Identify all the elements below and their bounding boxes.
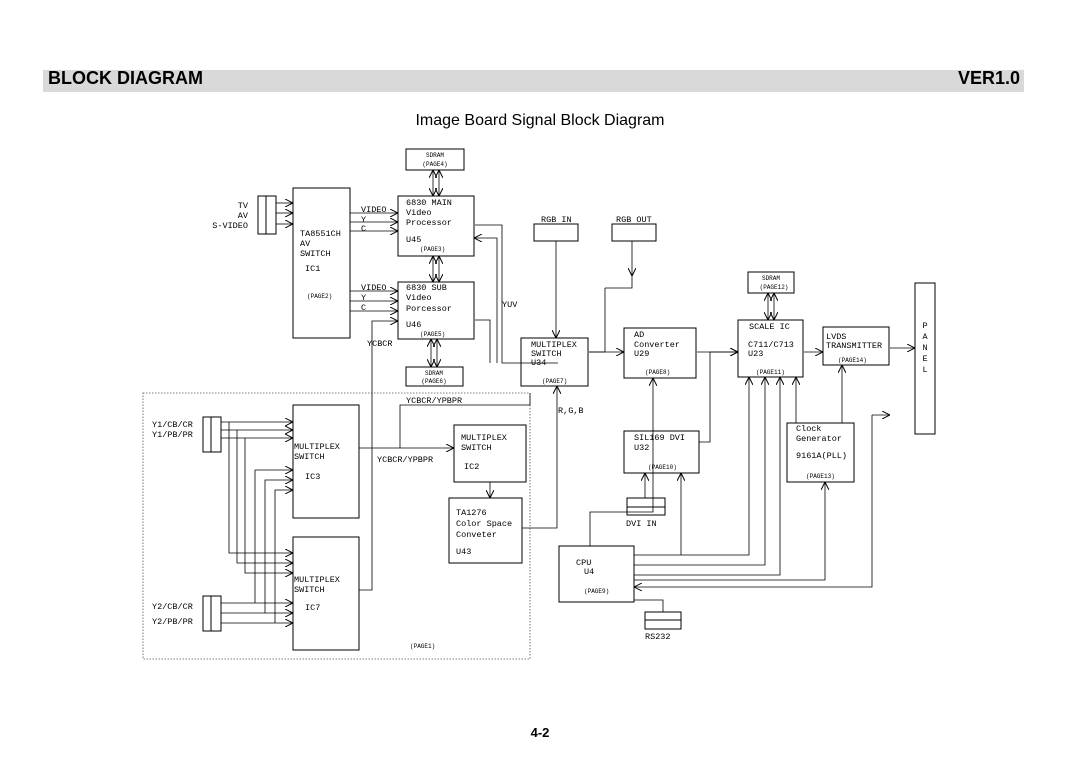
label-y-sub: Y [361,293,367,303]
sdram-main-name: SDRAM [425,152,445,159]
label-rs232: RS232 [645,632,671,642]
rs232-connector [645,612,681,629]
mux-ic7-ref: IC7 [305,603,321,613]
av-switch-line1: TA8551CH [300,229,341,239]
cpu-line1: CPU [576,558,592,568]
sub-video-processor-block [398,282,474,339]
ad-conv-line2: Converter [634,340,680,350]
panel-letter-a: A [922,332,928,342]
mux-u34-ref: U34 [531,358,547,368]
label-svideo: S-VIDEO [212,221,248,231]
main-proc-ref: U45 [406,235,422,245]
av-switch-page: (PAGE2) [307,293,333,300]
label-c-sub: C [361,303,367,313]
label-rgb-signal: R,G,B [558,406,584,416]
color-space-line2: Color Space [456,519,513,529]
ad-conv-page: (PAGE8) [645,369,671,376]
panel-letter-n: N [922,343,928,353]
label-yuv: YUV [502,300,518,310]
sub-proc-line1: 6830 SUB [406,283,447,293]
panel-letter-l: L [922,365,928,375]
input-connector-y2 [203,596,221,631]
panel-letter-e: E [922,354,928,364]
label-ycbcr: YCBCR [367,339,393,349]
dvi-line1: SIL169 DVI [634,433,686,443]
sdram-sub-page: (PAGE6) [421,378,447,385]
page1-label: (PAGE1) [410,643,436,650]
color-space-converter-block [449,498,522,563]
clock-generator-block [787,423,854,482]
mux-ic2-line2: SWITCH [461,443,492,453]
label-y1-pb-pr: Y1/PB/PR [152,430,193,440]
sub-proc-ref: U46 [406,320,422,330]
header-title: BLOCK DIAGRAM [48,68,203,88]
mux-u34-line2: SWITCH [531,349,562,359]
sdram-main-page: (PAGE4) [422,161,448,168]
mux-ic2-block [454,425,526,482]
dvi-page: (PAGE10) [648,464,677,471]
mux-ic7-block [293,537,359,650]
lvds-line1: LVDS [826,332,847,342]
clock-line1: Clock [796,424,822,434]
sub-proc-line2: Video [406,293,432,303]
cpu-ref: U4 [584,567,595,577]
label-c-main: C [361,224,367,234]
ad-conv-ref: U29 [634,349,650,359]
main-proc-line3: Processor [406,218,452,228]
diagram-title: Image Board Signal Block Diagram [415,112,665,129]
label-tv: TV [237,201,248,211]
input-connector-y1 [203,417,221,452]
mux-ic3-line2: SWITCH [294,452,325,462]
cpu-page: (PAGE9) [584,588,610,595]
rgb-out-connector [612,224,656,241]
dvi-in-connector [627,498,665,515]
main-proc-page: (PAGE3) [420,246,446,253]
label-av: AV [237,211,248,221]
clock-line3: 9161A(PLL) [796,451,848,461]
mux-ic3-ref: IC3 [305,472,321,482]
mux-u34-page: (PAGE7) [542,378,568,385]
sub-proc-line3: Porcessor [406,304,452,314]
label-y2-cb-cr: Y2/CB/CR [152,602,193,612]
label-y2-pb-pr: Y2/PB/PR [152,617,193,627]
label-rgb-out: RGB OUT [616,215,652,225]
scale-ic-ref: U23 [748,349,764,359]
scale-ic-line2: C711/C713 [748,340,794,350]
main-video-processor-block [398,196,474,256]
cpu-block [559,546,634,602]
lvds-line2: TRANSMITTER [826,341,883,351]
label-video-sub: VIDEO [361,283,387,293]
av-switch-line3: SWITCH [300,249,331,259]
lvds-transmitter-block [823,327,889,365]
page-number: 4-2 [530,725,550,740]
scale-ic-line1: SCALE IC [749,322,790,332]
label-video-main: VIDEO [361,205,387,215]
av-switch-ref: IC1 [305,264,321,274]
sdram-scale-page: (PAGE12) [759,284,789,291]
mux-ic7-line1: MULTIPLEX [294,575,340,585]
scale-ic-block [738,320,803,377]
av-switch-line2: AV [300,239,311,249]
sdram-scale-block [748,272,794,293]
label-rgb-in: RGB IN [541,215,572,225]
main-proc-line1: 6830 MAIN [406,198,452,208]
header-version: VER1.0 [957,68,1020,88]
color-space-ref: U43 [456,547,472,557]
sub-proc-page: (PAGE5) [420,331,446,338]
color-space-line1: TA1276 [456,508,487,518]
sdram-main-block [406,149,464,170]
mux-u34-block [521,338,588,386]
clock-line2: Generator [796,434,842,444]
mux-ic7-line2: SWITCH [294,585,325,595]
panel-letter-p: P [922,321,928,331]
mux-ic2-ref: IC2 [464,462,480,472]
ad-conv-line1: AD [634,330,645,340]
mux-u34-line1: MULTIPLEX [531,340,577,350]
mux-ic2-line1: MULTIPLEX [461,433,507,443]
color-space-line3: Conveter [456,530,497,540]
dvi-ref: U32 [634,443,650,453]
mux-ic3-block [293,405,359,518]
label-ycbcr-ypbpr-top: YCBCR/YPBPR [406,396,463,406]
scale-ic-page: (PAGE11) [756,369,785,376]
clock-page: (PAGE13) [806,473,835,480]
rgb-in-connector [534,224,578,241]
input-connector-tv-av-svideo [258,196,276,234]
label-y-main: Y [361,215,367,225]
sdram-sub-block [406,367,463,386]
sdram-scale-name: SDRAM [761,275,781,282]
ad-converter-block [624,328,696,378]
sdram-sub-name: SDRAM [424,370,444,377]
panel-block [915,283,935,434]
av-switch-block [293,188,350,338]
label-y1-cb-cr: Y1/CB/CR [152,420,193,430]
main-proc-line2: Video [406,208,432,218]
lvds-page: (PAGE14) [838,357,867,364]
label-dvi-in: DVI IN [626,519,657,529]
dvi-receiver-block [624,431,699,473]
mux-ic3-line1: MULTIPLEX [294,442,340,452]
label-ycbcr-ypbpr-mid: YCBCR/YPBPR [377,455,434,465]
